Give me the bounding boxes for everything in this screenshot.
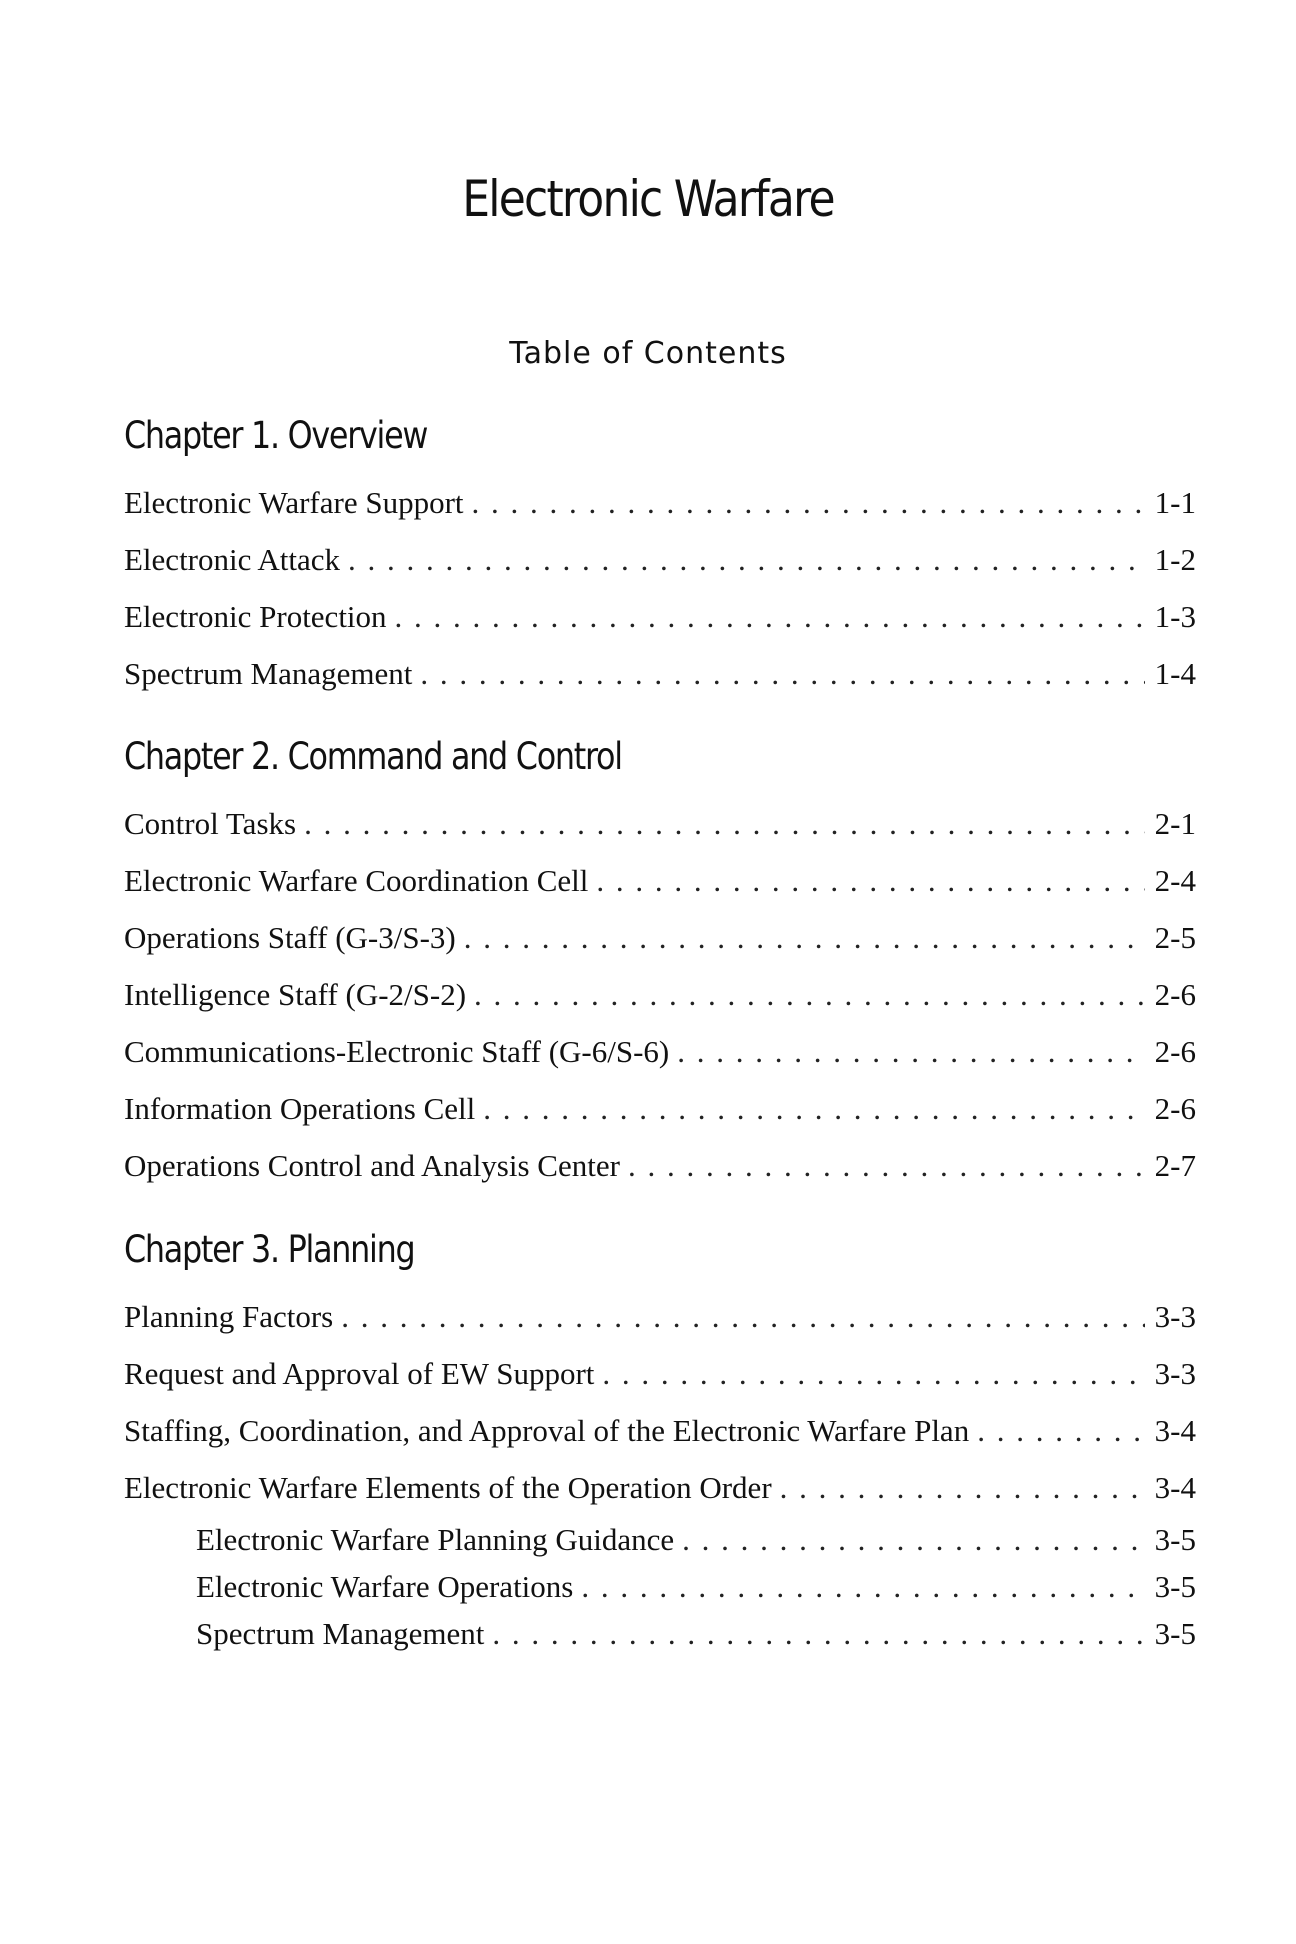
- toc-subentry[interactable]: [124, 1516, 1196, 1563]
- dot-leader: [780, 1459, 1145, 1516]
- toc-entry-label: Electronic Attack: [124, 542, 341, 577]
- dot-leader: [341, 1288, 1144, 1345]
- toc-entry-label: Communications-Electronic Staff (G-6/S-6): [124, 1034, 670, 1069]
- toc-entry[interactable]: [124, 1080, 1196, 1137]
- chapter-title: Chapter 2. Command and Control: [124, 735, 622, 778]
- toc-entry-label: Information Operations Cell: [124, 1091, 476, 1126]
- toc-entry-label: Operations Staff (G-3/S-3): [124, 920, 456, 955]
- toc-entry-list: [124, 795, 1196, 1194]
- toc-subentry[interactable]: [124, 1563, 1196, 1610]
- toc-entry-page: 1-2: [1154, 542, 1196, 577]
- toc-entry[interactable]: [124, 1402, 1196, 1459]
- toc-entry-label: Operations Control and Analysis Center: [124, 1148, 620, 1183]
- dot-leader: [474, 966, 1145, 1023]
- toc-entry[interactable]: [124, 1137, 1196, 1194]
- toc-entry-page: 2-6: [1154, 1034, 1196, 1069]
- dot-leader: [628, 1137, 1145, 1194]
- toc-entry-label: Electronic Warfare Operations: [196, 1569, 574, 1604]
- toc-entry-page: 3-3: [1154, 1356, 1196, 1391]
- toc-entry[interactable]: [124, 1459, 1196, 1516]
- toc-entry[interactable]: [124, 966, 1196, 1023]
- toc-entry-page: 3-5: [1154, 1522, 1196, 1557]
- toc-entry-page: 2-5: [1154, 920, 1196, 955]
- toc-entry-page: 3-4: [1154, 1413, 1196, 1448]
- toc-entry-page: 3-5: [1154, 1616, 1196, 1651]
- toc-entry-page: 2-1: [1154, 806, 1196, 841]
- toc-entry-page: 2-7: [1154, 1148, 1196, 1183]
- toc-entry-page: 3-4: [1154, 1470, 1196, 1505]
- toc-entry-label: Request and Approval of EW Support: [124, 1356, 595, 1391]
- dot-leader: [677, 1023, 1144, 1080]
- chapter-2-section: [124, 733, 1196, 1194]
- dot-leader: [596, 852, 1144, 909]
- dot-leader: [420, 645, 1144, 702]
- chapter-3-section: [124, 1226, 1196, 1657]
- toc-entry-list: [124, 1288, 1196, 1657]
- toc-entry[interactable]: [124, 1288, 1196, 1345]
- document-title: Electronic Warfare: [462, 170, 834, 228]
- toc-entry-label: Planning Factors: [124, 1299, 334, 1334]
- toc-entry[interactable]: [124, 645, 1196, 702]
- chapter-1-section: [124, 412, 1196, 702]
- toc-entry[interactable]: [124, 474, 1196, 531]
- dot-leader: [483, 1080, 1144, 1137]
- dot-leader: [464, 909, 1145, 966]
- toc-entry[interactable]: [124, 531, 1196, 588]
- toc-entry[interactable]: [124, 1023, 1196, 1080]
- dot-leader: [977, 1402, 1144, 1459]
- dot-leader: [348, 531, 1145, 588]
- toc-entry[interactable]: [124, 795, 1196, 852]
- toc-entry-page: 3-5: [1154, 1569, 1196, 1604]
- toc-entry-label: Electronic Protection: [124, 599, 387, 634]
- dot-leader: [581, 1563, 1144, 1610]
- toc-entry-label: Intelligence Staff (G-2/S-2): [124, 977, 467, 1012]
- toc-entry-page: 1-3: [1154, 599, 1196, 634]
- toc-entry-label: Spectrum Management: [124, 656, 413, 691]
- toc-entry[interactable]: [124, 1345, 1196, 1402]
- dot-leader: [472, 474, 1145, 531]
- toc-entry-page: 3-3: [1154, 1299, 1196, 1334]
- toc-entry-page: 2-6: [1154, 977, 1196, 1012]
- toc-entry-page: 1-1: [1154, 485, 1196, 520]
- toc-heading: Table of Contents: [509, 336, 787, 371]
- toc-entry-label: Electronic Warfare Support: [124, 485, 464, 520]
- toc-entry[interactable]: [124, 588, 1196, 645]
- toc-entry-label: Control Tasks: [124, 806, 297, 841]
- dot-leader: [682, 1516, 1145, 1563]
- chapter-title: Chapter 1. Overview: [124, 414, 428, 457]
- toc-subentry[interactable]: [124, 1610, 1196, 1657]
- toc-entry-label: Electronic Warfare Coordination Cell: [124, 863, 589, 898]
- dot-leader: [492, 1610, 1144, 1657]
- toc-entry-list: [124, 474, 1196, 702]
- toc-entry-label: Electronic Warfare Planning Guidance: [196, 1522, 675, 1557]
- toc-entry[interactable]: [124, 852, 1196, 909]
- toc-entry[interactable]: [124, 909, 1196, 966]
- toc-entry-page: 2-4: [1154, 863, 1196, 898]
- dot-leader: [602, 1345, 1144, 1402]
- dot-leader: [395, 588, 1145, 645]
- chapter-title: Chapter 3. Planning: [124, 1228, 415, 1271]
- dot-leader: [304, 795, 1145, 852]
- toc-entry-page: 2-6: [1154, 1091, 1196, 1126]
- toc-entry-label: Electronic Warfare Elements of the Operation Order: [124, 1470, 772, 1505]
- toc-entry-page: 1-4: [1154, 656, 1196, 691]
- toc-entry-label: Spectrum Management: [196, 1616, 485, 1651]
- toc-entry-label: Staffing, Coordination, and Approval of the Electronic Warfare Plan: [124, 1413, 970, 1448]
